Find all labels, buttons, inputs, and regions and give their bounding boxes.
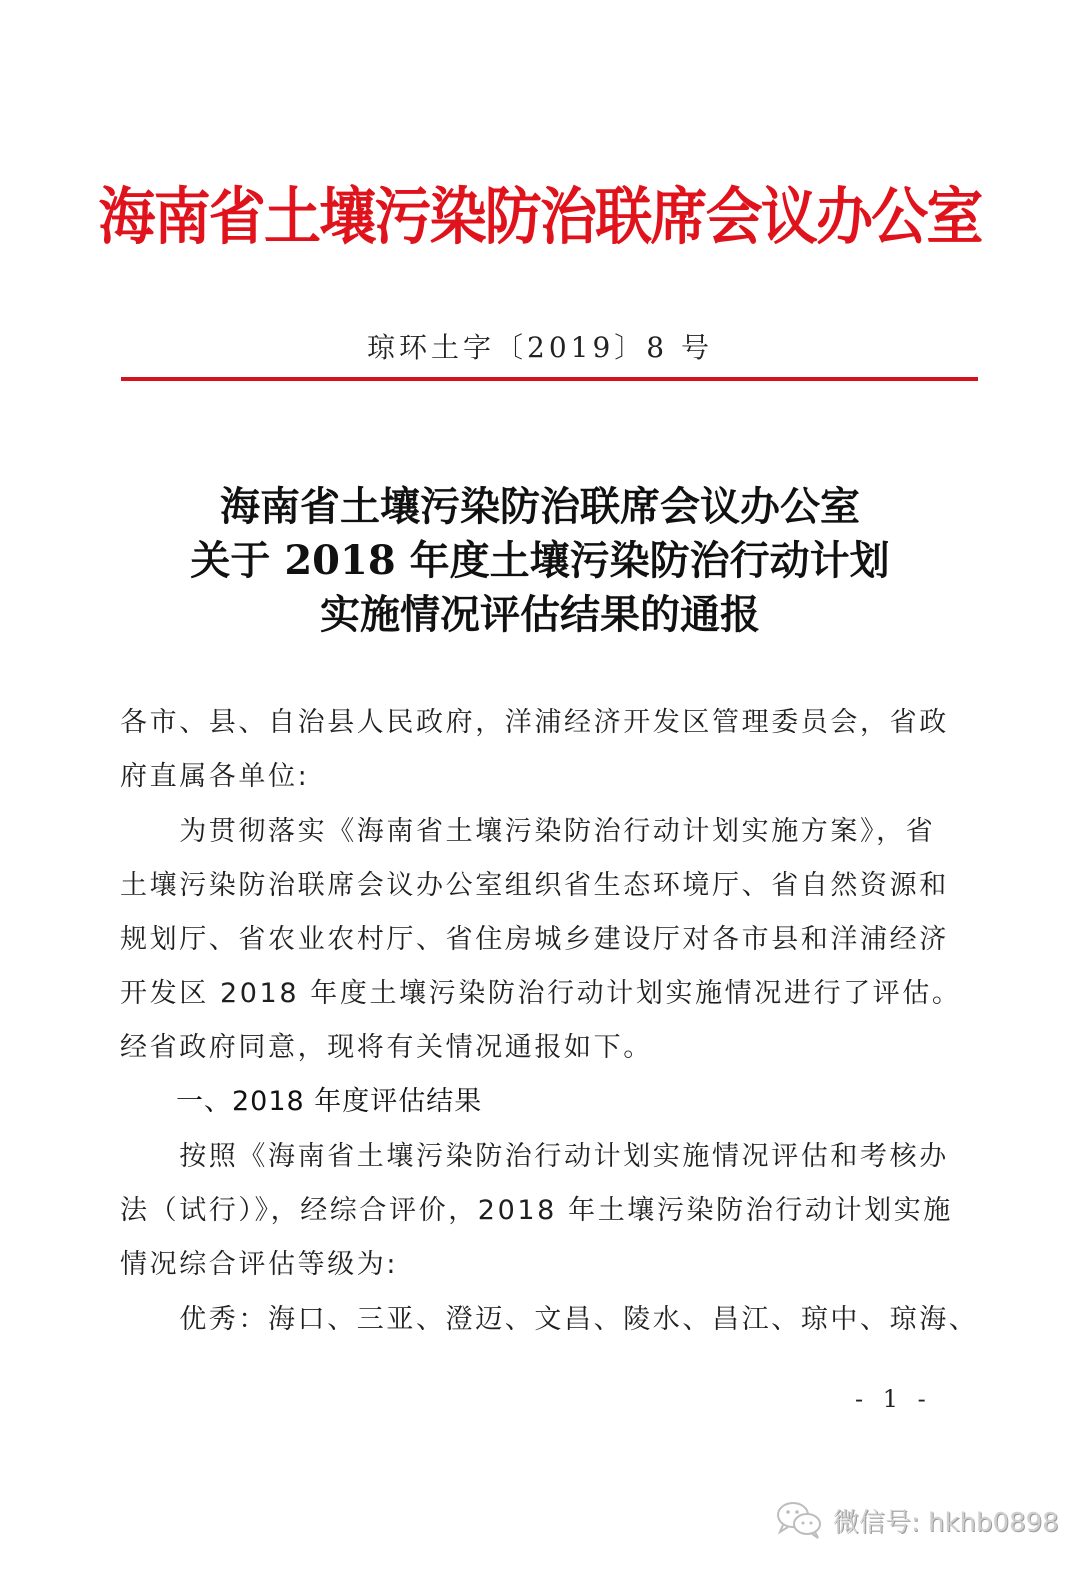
section-paragraph-line: 按照《海南省土壤污染防治行动计划实施情况评估和考核办 xyxy=(120,1141,949,1172)
wechat-watermark xyxy=(775,1500,1059,1540)
wechat-icon xyxy=(775,1500,825,1540)
document-title xyxy=(0,480,1080,642)
title-line-2: 关于 2018 年度土壤污染防治行动计划 xyxy=(190,537,890,584)
masthead-title: 海南省土壤污染防治联席会议办公室 xyxy=(98,180,982,253)
addressee-line-2: 府直属各单位: xyxy=(120,761,310,792)
wechat-id-text: 微信号: hkhb0898 xyxy=(833,1507,1059,1538)
body-paragraph-line: 经省政府同意，现将有关情况通报如下。 xyxy=(120,1032,653,1063)
addressee-line-1: 各市、县、自治县人民政府，洋浦经济开发区管理委员会，省政 xyxy=(120,707,949,738)
rating-excellent-line: 优秀：海口、三亚、澄迈、文昌、陵水、昌江、琼中、琼海、 xyxy=(120,1304,979,1335)
red-divider-line xyxy=(121,377,978,381)
title-line-3: 实施情况评估结果的通报 xyxy=(320,591,760,638)
body-paragraph-line: 土壤污染防治联席会议办公室组织省生态环境厅、省自然资源和 xyxy=(120,870,949,901)
page-number: - 1 - xyxy=(855,1385,932,1413)
body-paragraph-line: 规划厅、省农业农村厅、省住房城乡建设厅对各市县和洋浦经济 xyxy=(120,924,949,955)
section-paragraph-line: 法（试行）》，经综合评价，2018 年土壤污染防治行动计划实施 xyxy=(120,1195,953,1226)
document-number: 琼环土字〔2019〕8 号 xyxy=(367,331,713,364)
section-paragraph-line: 情况综合评估等级为: xyxy=(120,1249,399,1280)
title-line-1: 海南省土壤污染防治联席会议办公室 xyxy=(220,483,860,530)
section-heading-1: 一、2018 年度评估结果 xyxy=(120,1086,483,1117)
body-paragraph-line: 开发区 2018 年度土壤污染防治行动计划实施情况进行了评估。 xyxy=(120,978,962,1009)
body-paragraph-line: 为贯彻落实《海南省土壤污染防治行动计划实施方案》，省 xyxy=(120,816,936,847)
